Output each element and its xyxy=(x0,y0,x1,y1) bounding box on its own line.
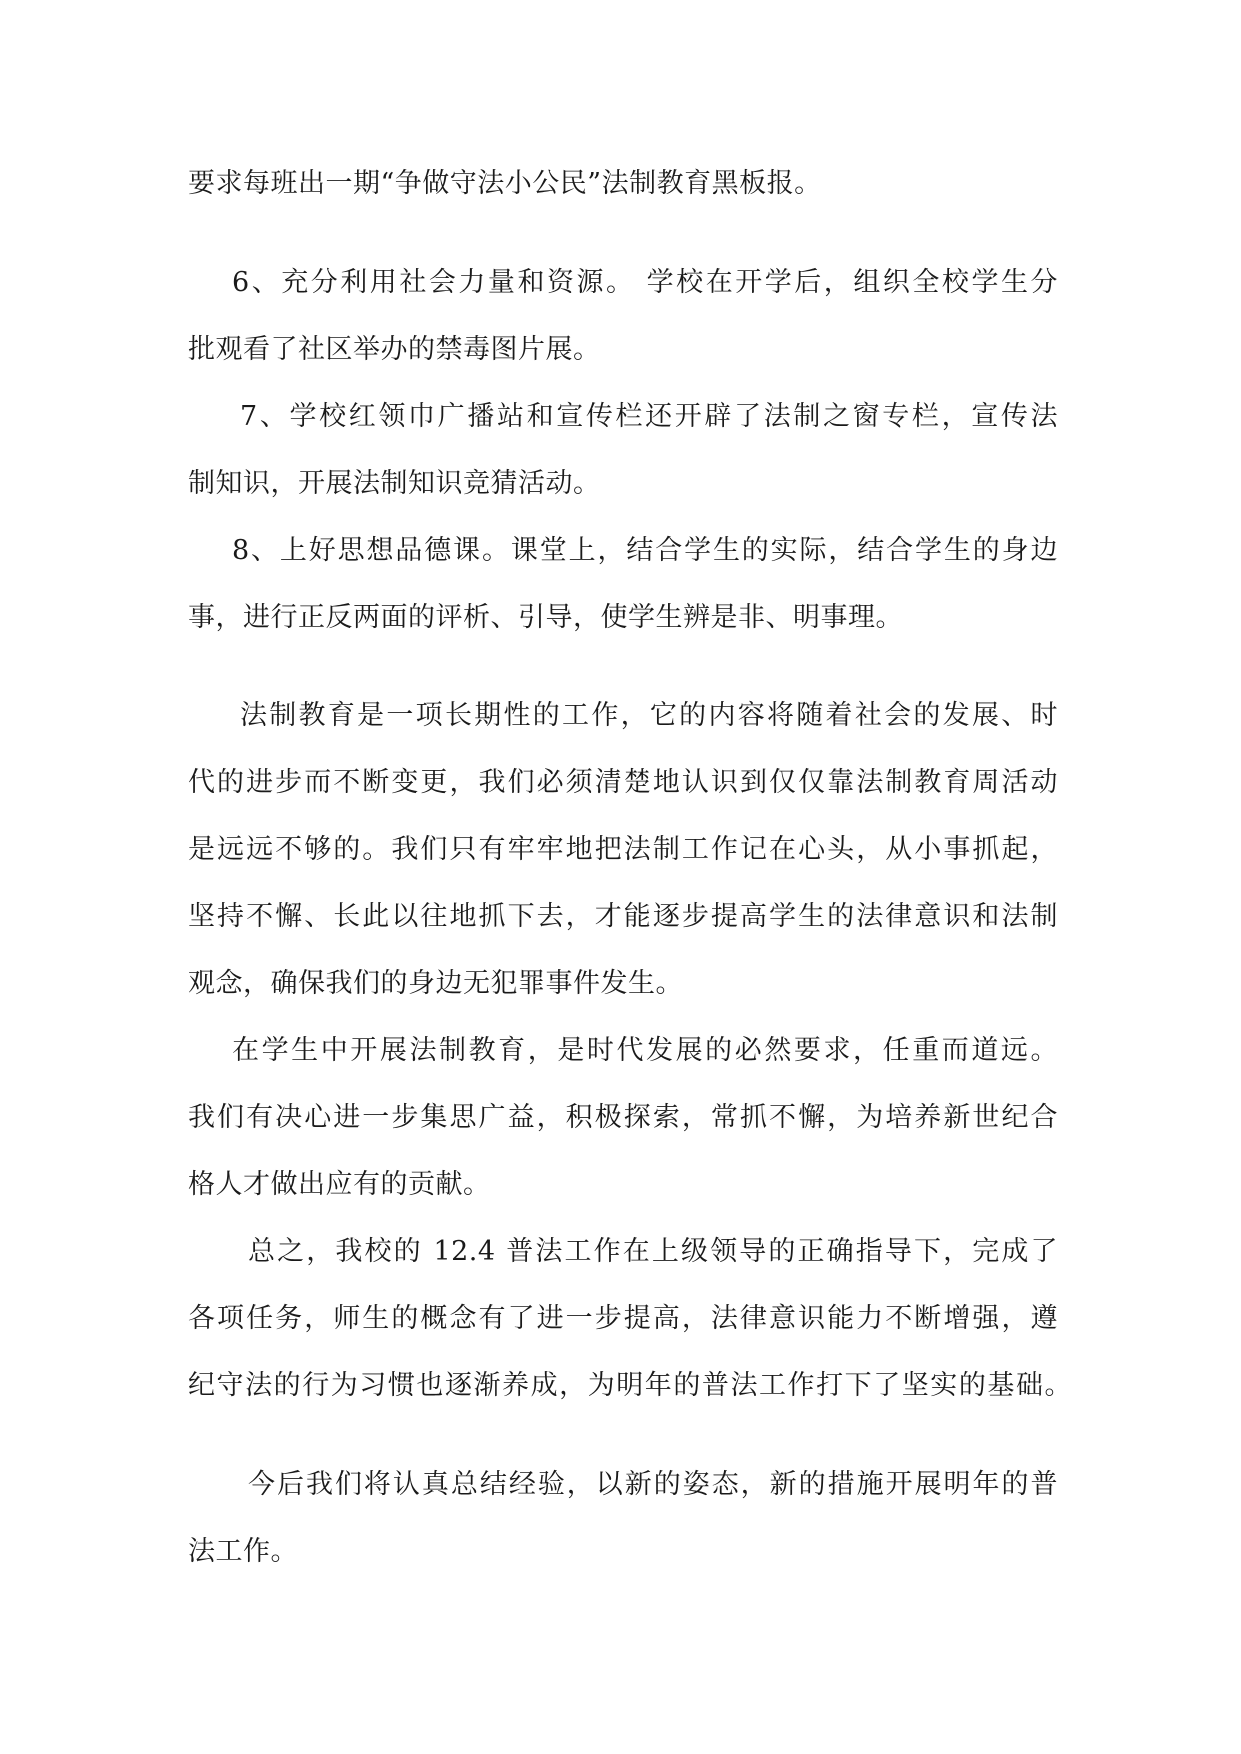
text-line: 观念，确保我们的身边无犯罪事件发生。 xyxy=(188,968,683,999)
text-line: 制知识，开展法制知识竞猜活动。 xyxy=(188,468,601,499)
text-line: 在学生中开展法制教育，是时代发展的必然要求，任重而道远。 xyxy=(232,1035,1058,1066)
text-line: 各项任务，师生的概念有了进一步提高，法律意识能力不断增强，遵 xyxy=(188,1303,1058,1334)
text-line: 8、上好思想品德课。课堂上，结合学生的实际，结合学生的身边 xyxy=(232,535,1058,566)
text-line: 法制教育是一项长期性的工作，它的内容将随着社会的发展、时 xyxy=(240,700,1058,731)
text-line: 代的进步而不断变更，我们必须清楚地认识到仅仅靠法制教育周活动 xyxy=(188,767,1058,798)
text-line: 格人才做出应有的贡献。 xyxy=(188,1169,491,1200)
text-line: 总之，我校的 12.4 普法工作在上级领导的正确指导下，完成了 xyxy=(248,1236,1058,1267)
text-line: 今后我们将认真总结经验，以新的姿态，新的措施开展明年的普 xyxy=(248,1469,1058,1500)
text-line: 我们有决心进一步集思广益，积极探索，常抓不懈，为培养新世纪合 xyxy=(188,1102,1058,1133)
text-line: 法工作。 xyxy=(188,1536,298,1567)
text-line: 坚持不懈、长此以往地抓下去，才能逐步提高学生的法律意识和法制 xyxy=(188,901,1058,932)
text-line: 批观看了社区举办的禁毒图片展。 xyxy=(188,334,601,365)
text-line: 7、学校红领巾广播站和宣传栏还开辟了法制之窗专栏，宣传法 xyxy=(240,401,1058,432)
text-line: 事，进行正反两面的评析、引导，使学生辨是非、明事理。 xyxy=(188,602,903,633)
text-line: 是远远不够的。我们只有牢牢地把法制工作记在心头，从小事抓起， xyxy=(188,834,1058,865)
text-line: 6、充分利用社会力量和资源。 学校在开学后，组织全校学生分 xyxy=(232,267,1058,298)
text-line: 要求每班出一期“争做守法小公民”法制教育黑板报。 xyxy=(188,168,822,199)
text-line: 纪守法的行为习惯也逐渐养成，为明年的普法工作打下了坚实的基础。 xyxy=(188,1370,1072,1401)
